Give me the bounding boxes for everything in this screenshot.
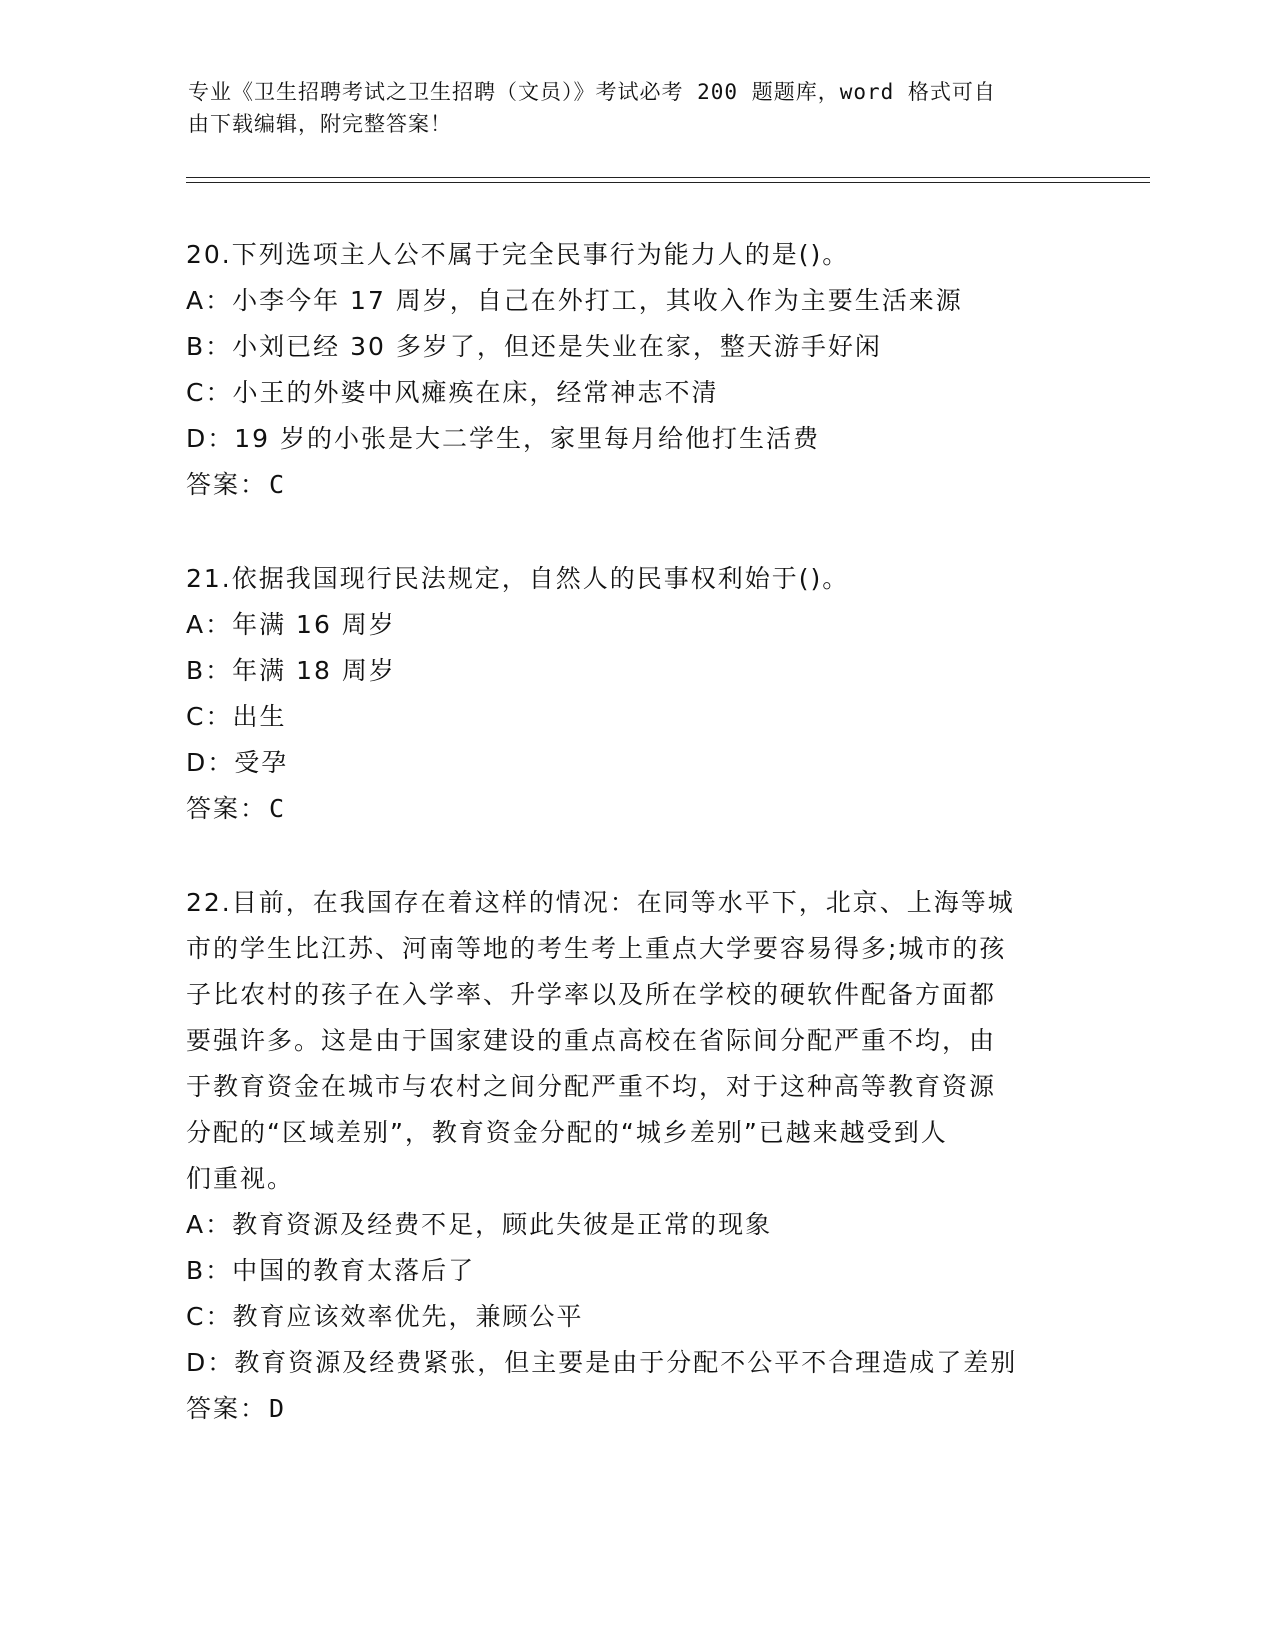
question-stem-line-1: 22.目前，在我国存在着这样的情况：在同等水平下，北京、上海等城 [186, 888, 1015, 917]
spacer [186, 832, 1086, 880]
question-stem-line-3: 子比农村的孩子在入学率、升学率以及所在学校的硬软件配备方面都 [186, 980, 997, 1009]
option-d: D：教育资源及经费紧张，但主要是由于分配不公平不合理造成了差别 [186, 1348, 1018, 1377]
question-stem-line-4: 要强许多。这是由于国家建设的重点高校在省际间分配严重不均，由 [186, 1026, 997, 1055]
answer-label: 答案： [186, 470, 268, 499]
answer-label: 答案： [186, 794, 268, 823]
spacer [186, 508, 1086, 556]
question-stem-line-2: 市的学生比江苏、河南等地的考生考上重点大学要容易得多;城市的孩 [186, 934, 1007, 963]
question-20 [186, 232, 1086, 508]
option-a: A：年满 16 周岁 [186, 610, 396, 639]
question-21 [186, 556, 1086, 832]
header-line-2: 由下载编辑，附完整答案！ [188, 112, 452, 136]
option-a: A：小李今年 17 周岁，自己在外打工，其收入作为主要生活来源 [186, 286, 963, 315]
option-d: D：19 岁的小张是大二学生，家里每月给他打生活费 [186, 424, 821, 453]
option-b: B：年满 18 周岁 [186, 656, 396, 685]
question-list [186, 232, 1086, 1432]
option-b: B：小刘已经 30 多岁了，但还是失业在家，整天游手好闲 [186, 332, 882, 361]
header-line-1: 专业《卫生招聘考试之卫生招聘（文员）》考试必考 200 题题库，word 格式可自 [188, 80, 996, 104]
answer-line [186, 1386, 1086, 1432]
document-header [188, 76, 1088, 140]
option-a: A：教育资源及经费不足，顾此失彼是正常的现象 [186, 1210, 773, 1239]
option-b: B：中国的教育太落后了 [186, 1256, 476, 1285]
answer-value: C [269, 794, 287, 823]
option-c: C：小王的外婆中风瘫痪在床，经常神志不清 [186, 378, 719, 407]
answer-line [186, 462, 1086, 508]
question-stem: 20.下列选项主人公不属于完全民事行为能力人的是()。 [186, 240, 850, 269]
option-c: C：出生 [186, 702, 287, 731]
option-c: C：教育应该效率优先，兼顾公平 [186, 1302, 584, 1331]
header-divider-bottom [186, 182, 1150, 183]
option-d: D：受孕 [186, 748, 289, 777]
header-divider-top [186, 177, 1150, 178]
answer-label: 答案： [186, 1394, 268, 1423]
question-stem-line-7: 们重视。 [186, 1164, 295, 1193]
question-stem: 21.依据我国现行民法规定，自然人的民事权利始于()。 [186, 564, 850, 593]
answer-value: D [269, 1394, 287, 1423]
answer-value: C [269, 470, 287, 499]
question-stem-line-6: 分配的“区域差别”，教育资金分配的“城乡差别”已越来越受到人 [186, 1118, 948, 1147]
question-22 [186, 880, 1086, 1432]
answer-line [186, 786, 1086, 832]
question-stem-line-5: 于教育资金在城市与农村之间分配严重不均，对于这种高等教育资源 [186, 1072, 997, 1101]
